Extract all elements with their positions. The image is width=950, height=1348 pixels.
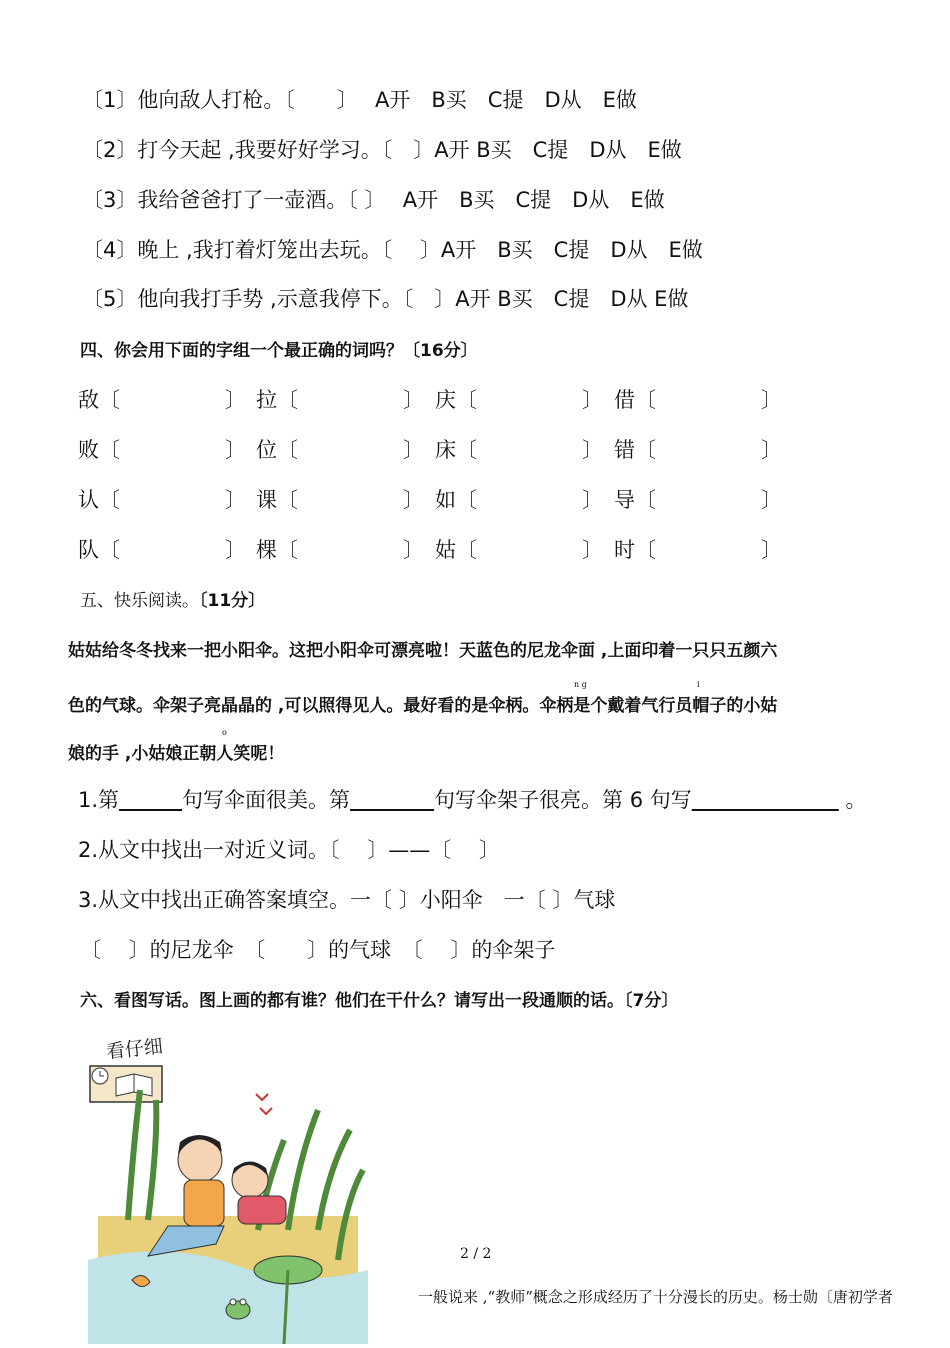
reading-question-3: 3.从文中找出正确答案填空。一〔 〕小阳伞 一〔 〕气球 — [78, 888, 616, 912]
reading-question-3-continued: 〔 〕的尼龙伞 〔 〕的气球 〔 〕的伞架子 — [80, 938, 556, 962]
q1-part: 1.第 — [78, 788, 120, 812]
picture-label: 看仔细 — [104, 1035, 164, 1064]
word-cell: 时〔 〕 — [614, 538, 782, 562]
word-cell: 错〔 〕 — [614, 438, 782, 462]
word-cell: 位〔 〕 — [256, 438, 424, 462]
section-4-title: 四、你会用下面的字组一个最正确的词吗？〔16分〕 — [80, 341, 478, 361]
pinyin-annotation: i — [697, 680, 700, 689]
passage-line-3: 娘的手 ,小姑娘正朝人笑呢！ — [68, 744, 285, 764]
question-item-5: 〔5〕他向我打手势 ,示意我停下。〔 〕A开 B买 C提 D从 E做 — [82, 287, 689, 311]
girl — [232, 1162, 286, 1224]
section-5-title — [80, 586, 265, 611]
passage-line-1: 姑姑给冬冬找来一把小阳伞。这把小阳伞可漂亮啦！天蓝色的尼龙伞面 ,上面印着一只只五颜六 — [68, 641, 778, 661]
frog — [226, 1299, 250, 1319]
word-cell: 认〔 〕 — [78, 488, 246, 512]
reading-question-1 — [78, 784, 866, 814]
illustration-children-by-pond — [88, 1030, 368, 1344]
section-6-title: 六、看图写话。图上画的都有谁？他们在干什么？请写出一段通顺的话。〔7分〕 — [80, 991, 679, 1011]
question-item-3: 〔3〕我给爸爸打了一壶酒。〔 〕 A开 B买 C提 D从 E做 — [82, 188, 665, 212]
question-item-1: 〔1〕他向敌人打枪。〔 〕 A开 B买 C提 D从 E做 — [82, 88, 637, 112]
word-cell: 拉〔 〕 — [256, 388, 424, 412]
passage-line-2: 色的气球。伞架子亮晶晶的 ,可以照得见人。最好看的是伞柄。伞柄是个戴着气行员帽子的小姑 — [68, 696, 778, 716]
word-cell: 庆〔 〕 — [435, 388, 603, 412]
section-5-score: 〔11分〕 — [199, 591, 266, 611]
footer-text: 一般说来 ,“教师”概念之形成经历了十分漫长的历史。杨士勋〔唐初学者 — [418, 1288, 893, 1306]
dragonfly-icon — [256, 1094, 272, 1114]
q1-part: 句写伞面很美。第 — [182, 788, 351, 812]
word-cell: 导〔 〕 — [614, 488, 782, 512]
q1-part: 句写伞架子很亮。第 6 句写 — [434, 788, 692, 812]
q1-part: 。 — [838, 788, 867, 812]
page-number: 2 / 2 — [460, 1246, 492, 1262]
pinyin-annotation: n g — [574, 680, 587, 689]
word-cell: 课〔 〕 — [256, 488, 424, 512]
clock-book-icon — [90, 1066, 162, 1102]
section-5-title-text: 五、快乐阅读。 — [80, 591, 199, 611]
word-cell: 败〔 〕 — [78, 438, 246, 462]
word-cell: 如〔 〕 — [435, 488, 603, 512]
word-cell: 借〔 〕 — [614, 388, 782, 412]
question-item-2: 〔2〕打今天起 ,我要好好学习。〔 〕A开 B买 C提 D从 E做 — [82, 138, 682, 162]
word-cell: 床〔 〕 — [435, 438, 603, 462]
word-cell: 姑〔 〕 — [435, 538, 603, 562]
answer-blank[interactable] — [692, 788, 839, 812]
word-cell: 棵〔 〕 — [256, 538, 424, 562]
pinyin-annotation: o — [222, 728, 227, 737]
question-item-4: 〔4〕晚上 ,我打着灯笼出去玩。〔 〕A开 B买 C提 D从 E做 — [82, 238, 703, 262]
reading-question-2: 2.从文中找出一对近义词。〔 〕——〔 〕 — [78, 838, 500, 862]
answer-blank[interactable] — [119, 788, 182, 812]
answer-blank[interactable] — [350, 788, 434, 812]
word-cell: 队〔 〕 — [78, 538, 246, 562]
word-cell: 敌〔 〕 — [78, 388, 246, 412]
